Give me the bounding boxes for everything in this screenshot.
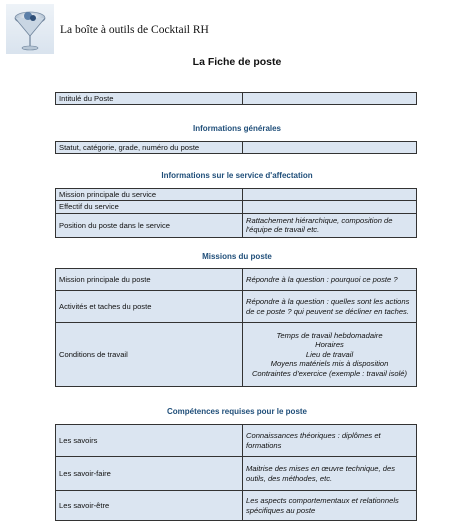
row-label: Effectif du service (56, 201, 243, 213)
infos-generales-table (55, 141, 417, 154)
page-title: La Fiche de poste (192, 56, 282, 68)
section-title-service: Informations sur le service d'affectation (161, 171, 313, 180)
section-title-competences: Compétences requises pour le poste (166, 407, 308, 416)
row-label: Les savoirs (56, 425, 243, 457)
row-value: Les aspects comportementaux et relationnels spécifiques au poste (243, 491, 417, 521)
row-value (243, 189, 417, 201)
condition-line: Moyens matériels mis à disposition (270, 359, 389, 369)
row-label: Statut, catégorie, grade, numéro du poste (56, 142, 243, 154)
row-label: Conditions de travail (56, 323, 243, 387)
cocktail-glass-icon (6, 4, 54, 54)
row-value: Répondre à la question : pourquoi ce poste ? (243, 269, 417, 291)
table-row (56, 323, 417, 387)
poste-value (243, 93, 417, 105)
table-row (56, 189, 417, 201)
row-label: Mission principale du service (56, 189, 243, 201)
document-header (4, 4, 470, 56)
table-row (56, 291, 417, 323)
row-label: Les savoir-faire (56, 457, 243, 491)
table-row (56, 213, 417, 237)
brand-name: La boîte à outils de Cocktail RH (60, 24, 209, 36)
competences-table (55, 424, 417, 521)
row-label: Position du poste dans le service (56, 213, 243, 237)
missions-table (55, 268, 417, 387)
row-value: Connaissances théoriques : diplômes et formations (243, 425, 417, 457)
conditions-list (243, 323, 417, 387)
row-value: Rattachement hiérarchique, composition de l'équipe de travail etc. (243, 213, 417, 237)
condition-line: Contraintes d'exercice (exemple : travail isolé) (251, 368, 408, 378)
row-value (243, 142, 417, 154)
row-label: Activités et taches du poste (56, 291, 243, 323)
row-value (243, 201, 417, 213)
condition-line: Horaires (315, 340, 344, 350)
table-row (56, 269, 417, 291)
poste-label: Intitulé du Poste (56, 93, 243, 105)
poste-table (55, 92, 417, 105)
table-row (56, 93, 417, 105)
row-value: Répondre à la question : quelles sont les actions de ce poste ? qui peuvent se décliner en taches. (243, 291, 417, 323)
table-row (56, 142, 417, 154)
table-row (56, 201, 417, 213)
row-value: Maitrise des mises en œuvre technique, des outils, des méthodes, etc. (243, 457, 417, 491)
table-row (56, 425, 417, 457)
section-title-missions: Missions du poste (202, 252, 272, 261)
table-row (56, 457, 417, 491)
row-label: Mission principale du poste (56, 269, 243, 291)
section-title-infos-generales: Informations générales (192, 124, 282, 133)
row-label: Les savoir-être (56, 491, 243, 521)
service-table (55, 188, 417, 238)
condition-line: Lieu de travail (305, 349, 354, 359)
condition-line: Temps de travail hebdomadaire (276, 330, 383, 340)
table-row (56, 491, 417, 521)
